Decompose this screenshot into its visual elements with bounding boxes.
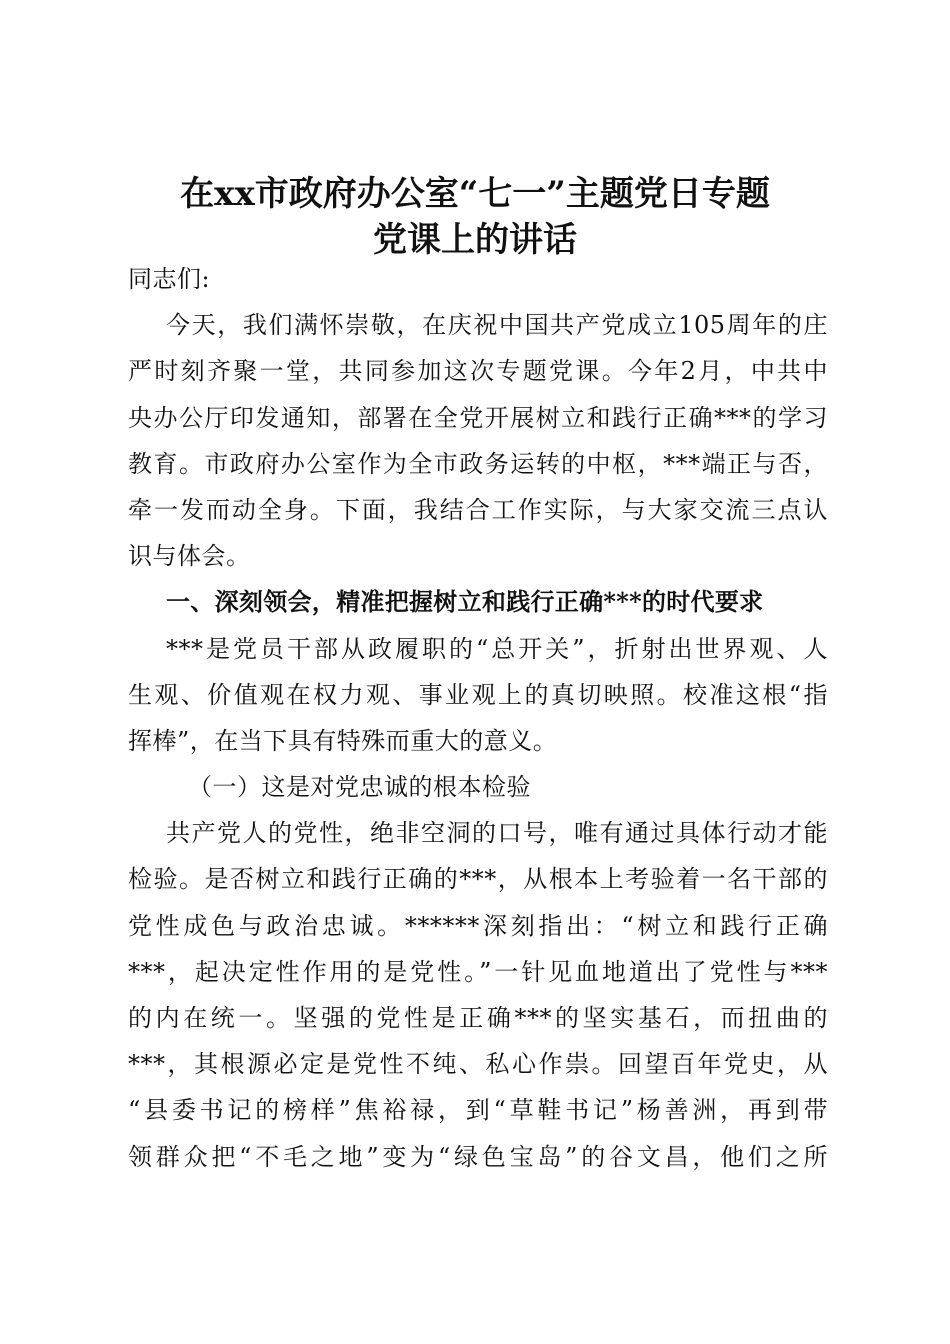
paragraph-line: 共产党人的党性，绝非空洞的口号，唯有通过具体行动才能 — [166, 819, 828, 848]
paragraph-line: 的内在统一。坚强的党性是正确***的坚实基石，而扭曲的 — [128, 1004, 828, 1032]
paragraph-line: 挥棒”，在当下具有特殊而重大的意义。 — [128, 726, 558, 755]
paragraph-line: 央办公厅印发通知，部署在全党开展树立和践行正确***的学习 — [128, 403, 828, 432]
paragraph-line: ***是党员干部从政履职的“总开关”，折射出世界观、人 — [166, 634, 828, 663]
paragraph-line: 检验。是否树立和践行正确的***，从根本上考验着一名干部的 — [128, 865, 828, 894]
paragraph-line: ***，其根源必定是党性不纯、私心作祟。回望百年党史，从 — [128, 1050, 828, 1079]
paragraph-line: 教育。市政府办公室作为全市政务运转的中枢，***端正与否， — [128, 449, 828, 478]
paragraph-line: 生观、价值观在权力观、事业观上的真切映照。校准这根“指 — [128, 680, 828, 709]
document-title-line-2: 党课上的讲话 — [373, 220, 577, 260]
paragraph-line: “县委书记的榜样”焦裕禄，到“草鞋书记”杨善洲，再到带 — [128, 1096, 828, 1125]
paragraph-line: 识与体会。 — [128, 542, 251, 571]
section-heading: 一、深刻领会，精准把握树立和践行正确***的时代要求 — [166, 587, 764, 617]
subsection-heading: （一）这是对党忠诚的根本检验 — [188, 773, 531, 802]
salutation: 同志们: — [128, 265, 211, 293]
document-body — [128, 256, 828, 1180]
paragraph-line: 今天，我们满怀崇敬，在庆祝中国共产党成立105周年的庄 — [166, 311, 828, 340]
paragraph-line: 党性成色与政治忠诚。******深刻指出：“树立和践行正确 — [128, 911, 828, 940]
paragraph-line: 严时刻齐聚一堂，共同参加这次专题党课。今年2月，中共中 — [128, 357, 828, 386]
document-title-line-1: 在xx市政府办公室“七一”主题党日专题 — [180, 174, 770, 214]
paragraph-line: ***，起决定性作用的是党性。”一针见血地道出了党性与*** — [128, 957, 828, 986]
paragraph-line: 领群众把“不毛之地”变为“绿色宝岛”的谷文昌，他们之所 — [128, 1142, 828, 1171]
paragraph-line: 牵一发而动全身。下面，我结合工作实际，与大家交流三点认 — [128, 495, 828, 524]
